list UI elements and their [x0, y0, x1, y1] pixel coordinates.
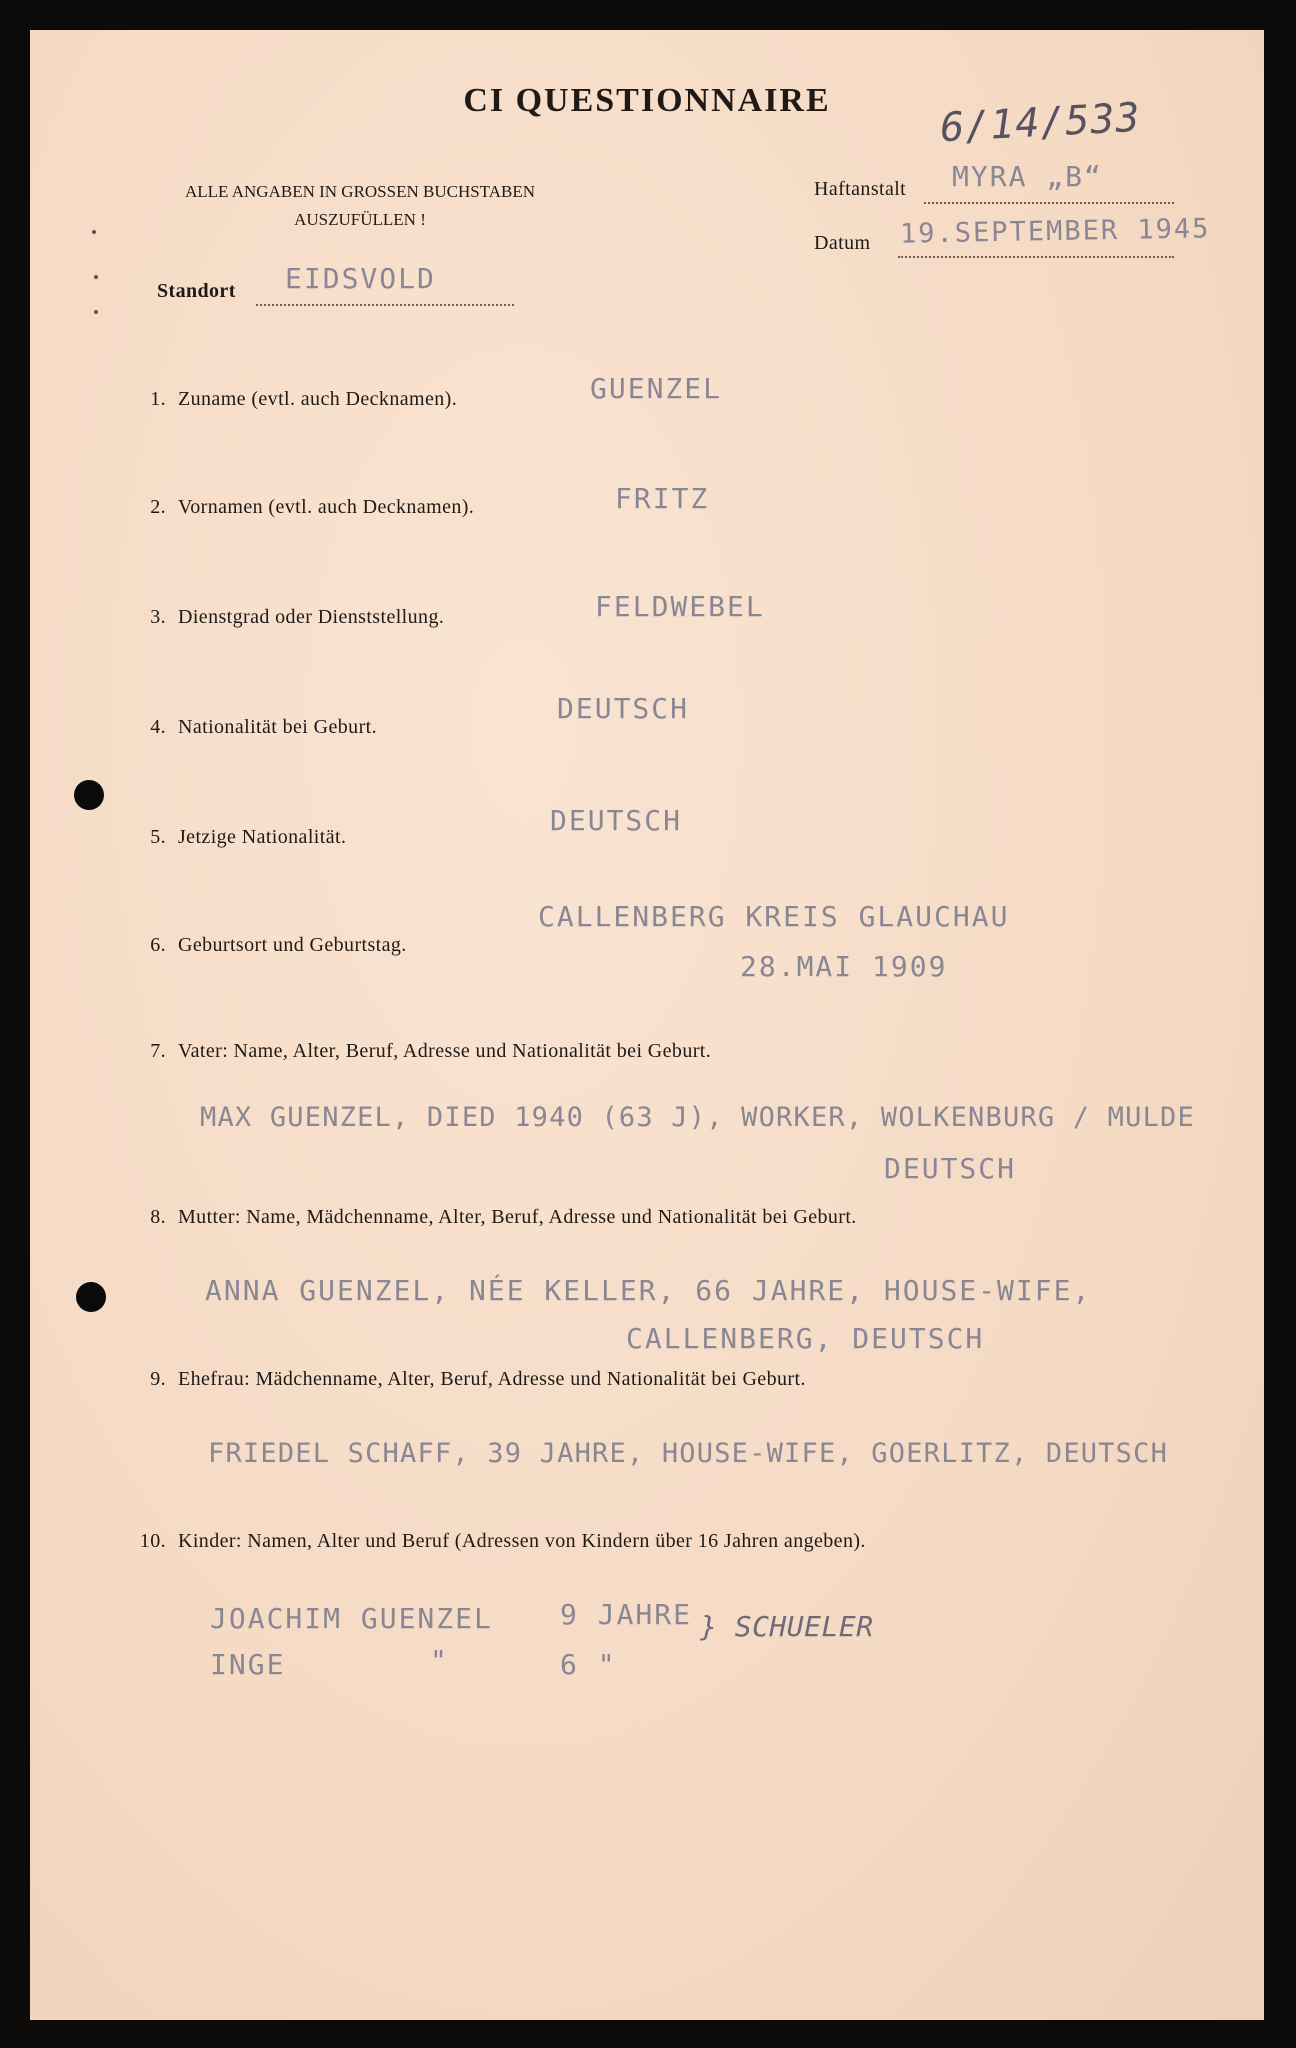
- children-occupation: } SCHUELER: [700, 1610, 874, 1643]
- answer-5: DEUTSCH: [550, 804, 683, 837]
- question-1: [120, 388, 457, 411]
- question-2: [120, 496, 474, 519]
- child-1-name: JOACHIM GUENZEL: [210, 1602, 493, 1635]
- answer-8-line-1: ANNA GUENZEL, NÉE KELLER, 66 JAHRE, HOUSE-WIFE,: [205, 1274, 1092, 1307]
- questionnaire-page: [30, 30, 1264, 2020]
- standort-label: Standort: [157, 280, 236, 302]
- answer-4: DEUTSCH: [557, 692, 690, 725]
- question-10: [120, 1530, 866, 1553]
- question-number: 8.: [150, 1206, 166, 1228]
- question-6: [120, 934, 407, 957]
- child-2-age: 6 ": [560, 1648, 617, 1681]
- answer-2: FRITZ: [615, 482, 710, 515]
- question-number: 5.: [150, 826, 166, 848]
- instruction-line-1: ALLE ANGABEN IN GROSSEN BUCHSTABEN: [185, 182, 535, 201]
- answer-7-line-2: DEUTSCH: [884, 1152, 1017, 1185]
- question-label: Vater: Name, Alter, Beruf, Adresse und Nationalität bei Geburt.: [178, 1040, 712, 1062]
- question-number: 7.: [150, 1040, 166, 1062]
- question-label: Mutter: Name, Mädchenname, Alter, Beruf, Adresse und Nationalität bei Geburt.: [178, 1206, 857, 1228]
- question-number: 9.: [150, 1368, 166, 1390]
- punch-hole-bottom: [76, 1282, 106, 1312]
- question-number: 10.: [139, 1530, 166, 1552]
- question-5: [120, 826, 346, 849]
- child-1-age: 9 JAHRE: [560, 1598, 693, 1631]
- question-label: Vornamen (evtl. auch Decknamen).: [178, 496, 475, 518]
- question-number: 3.: [150, 606, 166, 628]
- question-label: Kinder: Namen, Alter und Beruf (Adressen von Kindern über 16 Jahren angeben).: [178, 1530, 866, 1552]
- instruction-line-2: AUSZUFÜLLEN !: [294, 210, 426, 229]
- answer-6-line-1: CALLENBERG KREIS GLAUCHAU: [538, 900, 1010, 933]
- answer-6-line-2: 28.MAI 1909: [740, 950, 948, 983]
- question-label: Nationalität bei Geburt.: [178, 716, 377, 738]
- margin-speck: [94, 275, 98, 279]
- question-number: 4.: [150, 716, 166, 738]
- question-label: Dienstgrad oder Dienststellung.: [178, 606, 445, 628]
- haftanstalt-label: Haftanstalt: [814, 178, 907, 200]
- standort-value: EIDSVOLD: [285, 262, 436, 295]
- instruction-text: [120, 178, 600, 234]
- answer-1: GUENZEL: [590, 372, 723, 405]
- question-label: Zuname (evtl. auch Decknamen).: [178, 388, 458, 410]
- question-9: [120, 1368, 806, 1391]
- question-number: 1.: [150, 388, 166, 410]
- question-number: 2.: [150, 496, 166, 518]
- child-2-name: INGE: [210, 1648, 286, 1681]
- answer-3: FELDWEBEL: [595, 590, 765, 623]
- question-label: Geburtsort und Geburtstag.: [178, 934, 407, 956]
- answer-8-line-2: CALLENBERG, DEUTSCH: [626, 1322, 985, 1355]
- question-7: [120, 1040, 711, 1063]
- datum-label: Datum: [814, 232, 871, 254]
- answer-7-line-1: MAX GUENZEL, DIED 1940 (63 J), WORKER, WOLKENBURG / MULDE: [200, 1102, 1195, 1133]
- answer-9: FRIEDEL SCHAFF, 39 JAHRE, HOUSE-WIFE, GOERLITZ, DEUTSCH: [208, 1438, 1169, 1469]
- question-8: [120, 1206, 857, 1229]
- reference-number: 6/14/533: [938, 94, 1142, 152]
- question-number: 6.: [150, 934, 166, 956]
- question-label: Jetzige Nationalität.: [178, 826, 347, 848]
- page-title: CI QUESTIONNAIRE: [463, 82, 831, 119]
- margin-speck: [94, 310, 98, 314]
- punch-hole-top: [74, 780, 104, 810]
- child-2-ditto: ": [430, 1644, 449, 1677]
- question-4: [120, 716, 377, 739]
- haftanstalt-value: MYRA „B“: [952, 160, 1103, 193]
- question-3: [120, 606, 444, 629]
- datum-value: 19.SEPTEMBER 1945: [899, 213, 1211, 250]
- question-label: Ehefrau: Mädchenname, Alter, Beruf, Adresse und Nationalität bei Geburt.: [178, 1368, 806, 1390]
- margin-speck: [92, 230, 96, 234]
